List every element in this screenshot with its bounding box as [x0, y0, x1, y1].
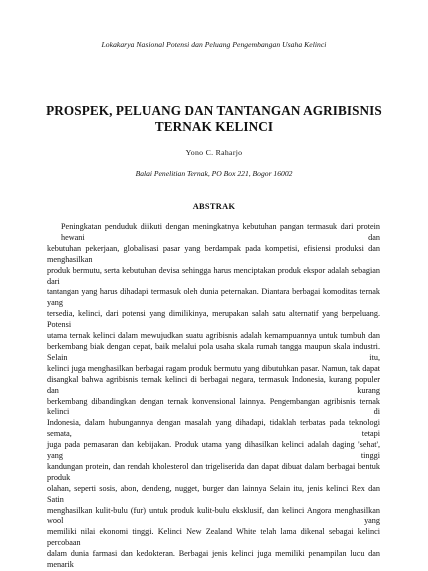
abstract-line: memiliki nilai ekonomi tinggi. Kelinci New Zealand White telah lama dikenal sebagai kelinci percobaan: [47, 527, 380, 548]
abstract-line: kelinci juga menghasilkan berbagai ragam produk bermutu yang dibutuhkan pasar. Namun, tak dapat: [47, 363, 380, 373]
abstract-line: menghasilkan kulit-bulu (fur) untuk produk kulit-bulu eksklusif, dan kelinci Angora menghasilkan wool yang: [47, 505, 380, 526]
abstract-line: produk bermutu, serta kebutuhan devisa sehingga harus menciptakan produk ekspor adalah sebagian dari: [47, 265, 380, 286]
author-name: Yono C. Raharjo: [185, 148, 243, 157]
abstract-line: Peningkatan penduduk diikuti dengan meningkatnya kebutuhan pangan termasuk dari protein hewani dan: [61, 222, 380, 242]
abstract-line: olahan, seperti sosis, abon, dendeng, nugget, burger dan lainnya Selain itu, jenis kelinci Rex dan Satin: [47, 483, 380, 504]
abstract-line: juga pada pemasaran dan kebijakan. Produk utama yang dihasilkan kelinci adalah daging 'sehat', yang tinggi: [47, 440, 380, 461]
paper-title: [0, 103, 428, 135]
abstract-line: Indonesia, dalam hubungannya dengan masalah yang dihadapi, tidaklah terbatas pada teknologi semata, tetapi: [47, 418, 380, 439]
author-affiliation: Balai Penelitian Ternak, PO Box 221, Bogor 16002: [135, 169, 293, 178]
abstract-line: berkembang biak dengan cepat, baik melalui pola usaha skala rumah tangga maupun skala industri. Selain itu,: [47, 341, 380, 362]
running-header: Lokakarya Nasional Potensi dan Peluang Pengembangan Usaha Kelinci: [101, 40, 327, 49]
abstract-heading: ABSTRAK: [192, 202, 236, 211]
abstract-line: utama ternak kelinci dalam mewujudkan suatu agribisnis adalah kemampuannya untuk tumbuh dan: [47, 331, 380, 341]
abstract-line: tersedia, kelinci, dari potensi yang dimilikinya, merupakan salah satu alternatif yang berpeluang. Potensi: [47, 309, 380, 330]
abstract-line: kandungan protein, dan rendah kholesterol dan trigeliserida dan dapat dibuat dalam berbagai bentuk produk: [47, 461, 380, 482]
abstract-line: kebutuhan pekerjaan, globalisasi pasar yang berdampak pada kompetisi, efisiensi produksi dan menghasilkan: [47, 243, 380, 264]
abstract-line: dalam dunia farmasi dan kedokteran. Berbagai jenis kelinci juga memiliki penampilan lucu dan menarik: [47, 549, 380, 570]
abstract-line: tantangan yang harus dihadapi termasuk oleh dunia peternakan. Diantara berbagai komoditas ternak yang: [47, 287, 380, 308]
abstract-body: [47, 222, 380, 571]
title-line-2: TERNAK KELINCI: [154, 119, 274, 134]
abstract-line: disangkal bahwa agribisnis ternak kelinci di berbagai negara, termasuk Indonesia, kurang populer dan kurang: [47, 374, 380, 395]
abstract-line: berkembang dibandingkan dengan ternak konvensional lainnya. Pengembangan agribisnis ternak kelinci di: [47, 396, 380, 417]
title-line-1: PROSPEK, PELUANG DAN TANTANGAN AGRIBISNIS: [46, 103, 382, 118]
